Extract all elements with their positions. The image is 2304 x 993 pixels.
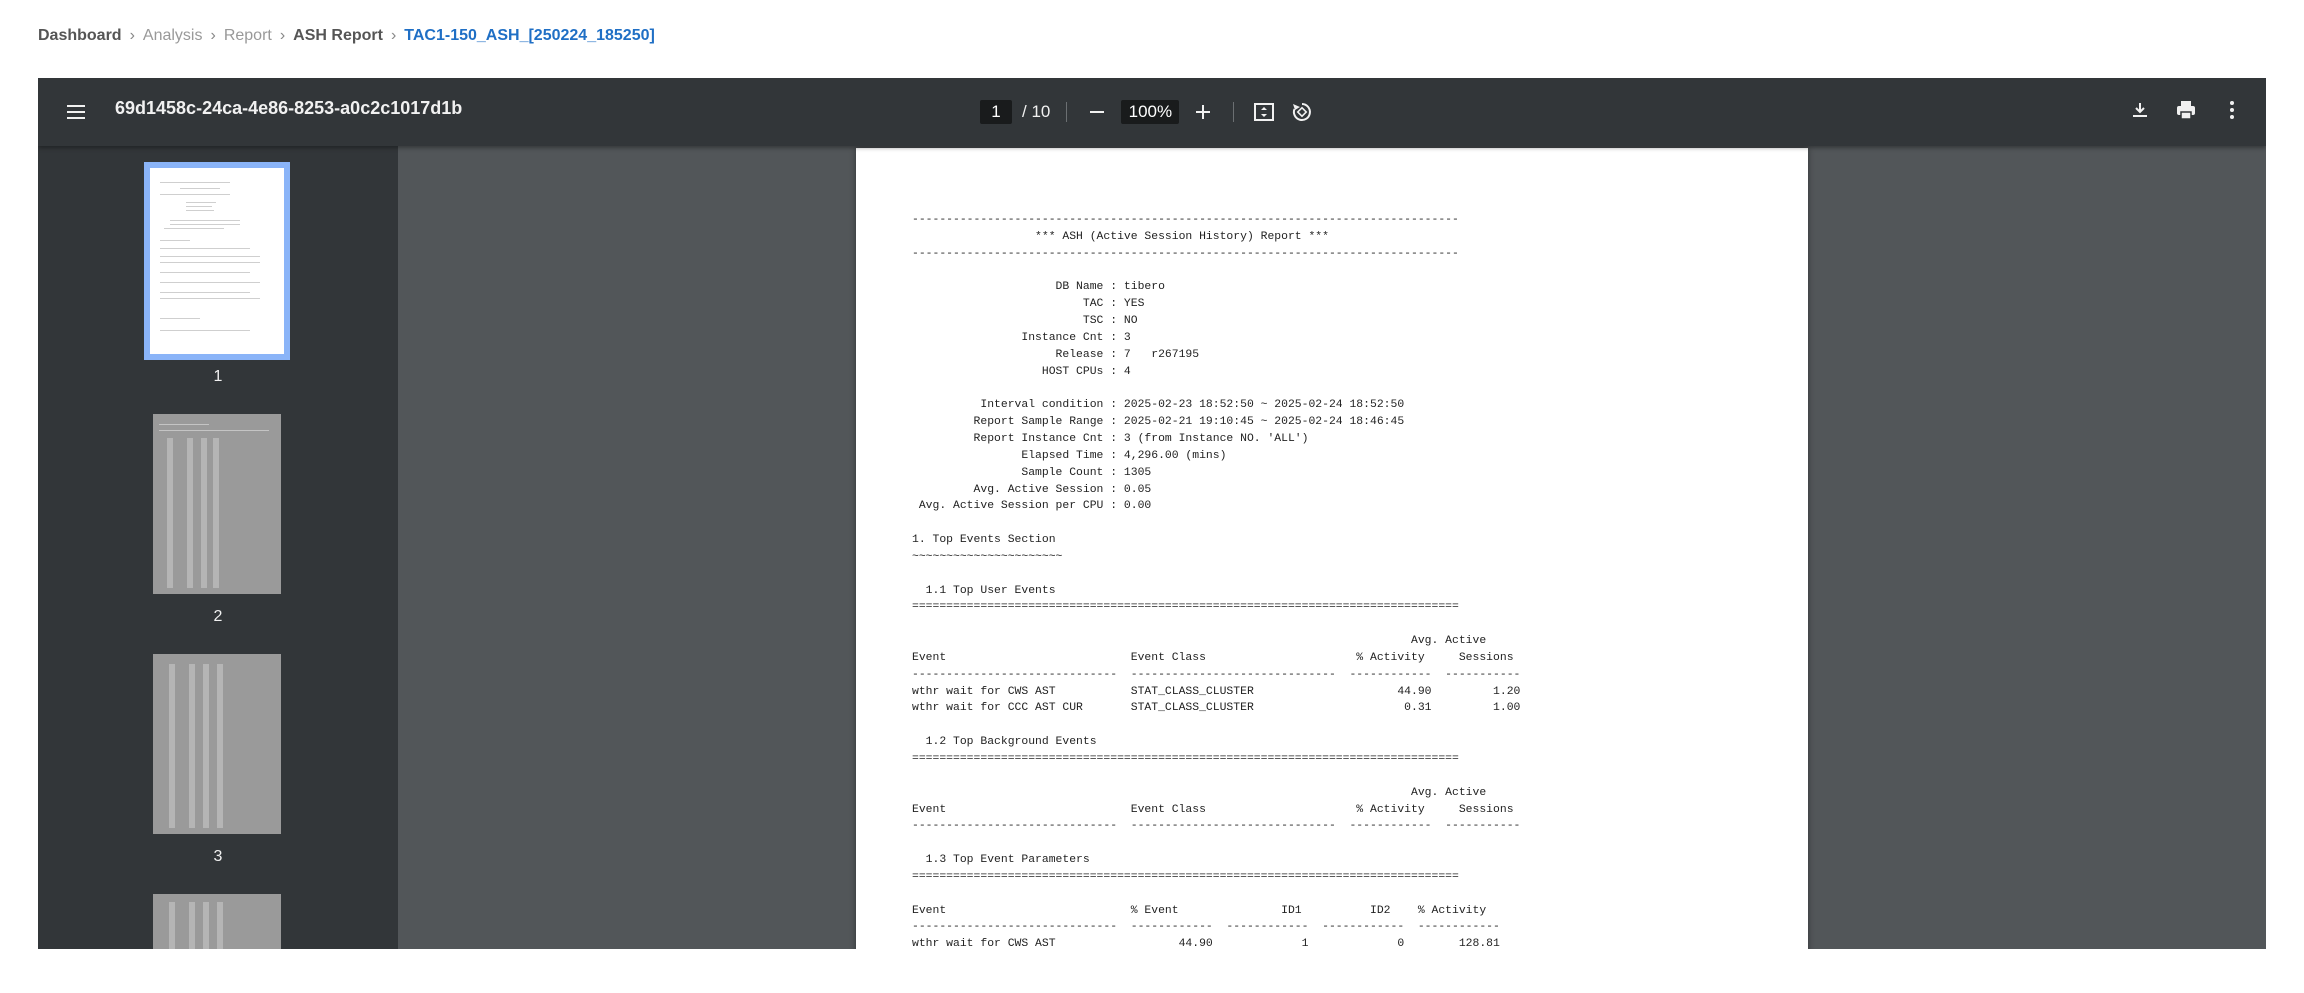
viewer-toolbar xyxy=(38,78,2266,146)
zoom-in-icon[interactable] xyxy=(1189,98,1217,126)
page-thumbnail[interactable] xyxy=(153,894,281,949)
report-line: Avg. Active Session : 0.05 xyxy=(912,483,1152,496)
menu-icon[interactable] xyxy=(64,100,88,124)
breadcrumb-separator: › xyxy=(279,27,286,44)
thumbnail-label: 2 xyxy=(213,608,223,625)
report-line: 1.2 Top Background Events xyxy=(912,736,1097,749)
breadcrumb-dashboard[interactable]: Dashboard xyxy=(38,27,122,44)
report-line: TAC : YES xyxy=(912,298,1145,311)
rotate-icon[interactable] xyxy=(1288,98,1316,126)
breadcrumb xyxy=(38,24,655,48)
report-line: ------------------------------ ------------------------------ ------------ ----------- xyxy=(912,820,1521,833)
thumbnail-label: 1 xyxy=(213,368,223,385)
report-line: ~~~~~~~~~~~~~~~~~~~~~~ xyxy=(912,550,1063,563)
report-line xyxy=(912,566,1520,583)
report-line xyxy=(912,886,1520,903)
report-line: wthr wait for CCC AST CUR STAT_CLASS_CLUSTER 0.31 1.00 xyxy=(912,702,1521,715)
page-thumbnail[interactable] xyxy=(150,168,284,354)
toolbar-divider xyxy=(1233,102,1234,122)
report-line: -------------------------------------------------------------------------------- xyxy=(912,214,1459,226)
report-line: Event Event Class % Activity Sessions xyxy=(912,803,1514,816)
breadcrumb-current: TAC1-150_ASH_[250224_185250] xyxy=(404,27,655,44)
report-line: ================================================================================ xyxy=(912,753,1459,765)
report-line: Report Sample Range : 2025-02-21 19:10:45 ~ 2025-02-24 18:46:45 xyxy=(912,416,1405,429)
report-line: -------------------------------------------------------------------------------- xyxy=(912,247,1459,260)
report-line xyxy=(912,835,1520,852)
report-line: TSC : NO xyxy=(912,315,1138,328)
report-line: Elapsed Time : 4,296.00 (mins) xyxy=(912,449,1227,462)
breadcrumb-separator: › xyxy=(210,27,216,44)
report-line: Instance Cnt : 3 xyxy=(912,331,1131,344)
report-line: Event % Event ID1 ID2 % Activity xyxy=(912,904,1487,917)
report-line: wthr wait for CWS AST STAT_CLASS_CLUSTER 44.90 1.20 xyxy=(912,685,1521,698)
report-text xyxy=(912,212,1520,949)
report-line xyxy=(912,380,1520,397)
toolbar-actions xyxy=(2126,96,2246,124)
total-pages: / 10 xyxy=(1022,102,1051,121)
report-line: Report Instance Cnt : 3 (from Instance NO. 'ALL') xyxy=(912,432,1309,445)
page-thumbnail[interactable] xyxy=(153,414,281,594)
report-line: ================================================================================ xyxy=(912,870,1459,883)
report-line: Interval condition : 2025-02-23 18:52:50 ~ 2025-02-24 18:52:50 xyxy=(912,399,1405,412)
report-line: DB Name : tibero xyxy=(912,281,1165,294)
document-title: 69d1458c-24ca-4e86-8253-a0c2c1017d1b xyxy=(115,98,463,118)
report-line xyxy=(912,768,1520,785)
report-line: Avg. Active xyxy=(912,635,1487,648)
breadcrumb-separator: › xyxy=(390,27,397,44)
toolbar-controls xyxy=(980,96,1316,128)
zoom-input[interactable]: 100% xyxy=(1121,100,1179,124)
report-line: Sample Count : 1305 xyxy=(912,466,1152,479)
pdf-viewer xyxy=(38,78,2266,949)
more-icon[interactable] xyxy=(2218,96,2246,124)
breadcrumb-report[interactable]: Report xyxy=(223,27,272,44)
report-line: 1. Top Events Section xyxy=(912,534,1056,547)
breadcrumb-ash-report[interactable]: ASH Report xyxy=(293,27,383,44)
thumbnail-label: 3 xyxy=(213,848,223,865)
report-line: Avg. Active Session per CPU : 0.00 xyxy=(912,500,1152,513)
toolbar-divider xyxy=(1066,102,1067,122)
thumbnail-sidebar[interactable] xyxy=(38,146,398,949)
report-line: 1.3 Top Event Parameters xyxy=(912,854,1090,867)
print-icon[interactable] xyxy=(2172,96,2200,124)
report-line: Event Event Class % Activity Sessions xyxy=(912,651,1514,664)
report-line: ------------------------------ ------------ ------------ ------------ ------------ xyxy=(912,921,1500,934)
report-line: HOST CPUs : 4 xyxy=(912,365,1131,378)
breadcrumb-separator: › xyxy=(129,27,135,44)
page-number-input[interactable]: 1 xyxy=(980,100,1012,124)
report-line: Release : 7 r267195 xyxy=(912,348,1200,361)
report-line xyxy=(912,616,1520,633)
document-page xyxy=(856,148,1808,949)
page-thumbnail[interactable] xyxy=(153,654,281,834)
report-line: *** ASH (Active Session History) Report *** xyxy=(912,230,1329,243)
report-line: Avg. Active xyxy=(912,786,1487,799)
report-line xyxy=(912,717,1520,734)
breadcrumb-analysis[interactable]: Analysis xyxy=(142,27,203,44)
report-line: 1.1 Top User Events xyxy=(912,584,1056,597)
report-line: ------------------------------ ------------------------------ ------------ ----------- xyxy=(912,668,1521,681)
report-line xyxy=(912,515,1520,532)
download-icon[interactable] xyxy=(2126,96,2154,124)
report-line: ================================================================================ xyxy=(912,601,1459,614)
fit-page-icon[interactable] xyxy=(1250,98,1278,126)
report-line: wthr wait for CWS AST 44.90 1 0 128.81 xyxy=(912,938,1500,949)
zoom-out-icon[interactable] xyxy=(1083,98,1111,126)
report-line xyxy=(912,263,1520,280)
